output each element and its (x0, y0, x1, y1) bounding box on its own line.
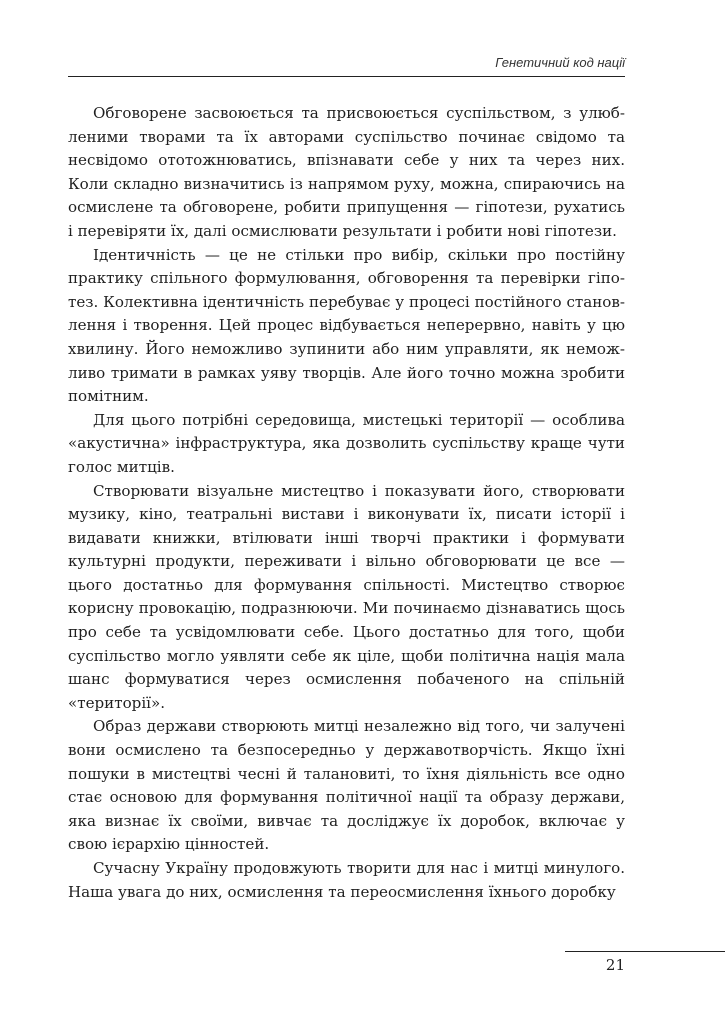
paragraph-5: Образ держави створюють митці незалежно від того, чи залучені вони осмислено та безпосередньо у державотворчість. Якщо їхні пошуки в мистецтві чесні й талановиті, то їхня діяльність все одно стає основою для формування політичної нації та образу держави, яка визнає їх своїми, вивчає та досліджує їх доробок, включає у свою ієрархію цінностей. (68, 717, 625, 854)
paragraph-6: Сучасну Україну продовжують творити для нас і митці минулого. Наша увага до них, осмислення та переосмислення їхнього доробку (68, 859, 625, 901)
body-text (68, 102, 625, 904)
page-number: 21 (605, 956, 625, 974)
header-rule (68, 76, 625, 77)
paragraph-2: Ідентичність — це не стільки про вибір, скільки про постійну практику спільного формулювання, обговорення та перевірки гіпотез. Колективна ідентичність перебуває у процесі постійного становлення і творення. Цей процес відбувається неперервно, навіть у цю хвилину. Його неможливо зупинити або ним управляти, як неможливо тримати в рамках уяву творців. Але його точно можна зробити помітним. (68, 245, 625, 406)
footer-rule (565, 951, 725, 952)
paragraph-3: Для цього потрібні середовища, мистецькі території — особлива «акустична» інфраструктура, яка дозволить суспільству краще чути голос митців. (68, 410, 625, 476)
paragraph-4: Створювати візуальне мистецтво і показувати його, створювати музику, кіно, театральні вистави і виконувати їх, писати історії і видавати книжки, втілювати інші творчі практики і формувати культурні продукти, переживати і вільно обговорювати це все — цього достатньо для формування спільності. Мистецтво створює корисну провокацію, подразнюючи. Ми починаємо дізнаватись щось про себе та усвідомлювати себе. Цього достатньо для того, щоби суспільство могло уявляти себе як ціле, щоби політична нація мала шанс формуватися через осмислення побаченого на спільній «території». (68, 481, 625, 712)
running-head: Генетичний код нації (495, 55, 625, 70)
paragraph-1: Обговорене засвоюється та присвоюється суспільством, з улюбленими творами та їх авторами суспільство починає свідомо та несвідомо ототожнюватись, впізнавати себе у них та через них. Коли складно визначитись із напрямом руху, можна, спираючись на осмислене та обговорене, робити припущення — гіпотези, рухатись і перевіряти їх, далі осмислювати результати і робити нові гіпотези. (68, 104, 625, 240)
